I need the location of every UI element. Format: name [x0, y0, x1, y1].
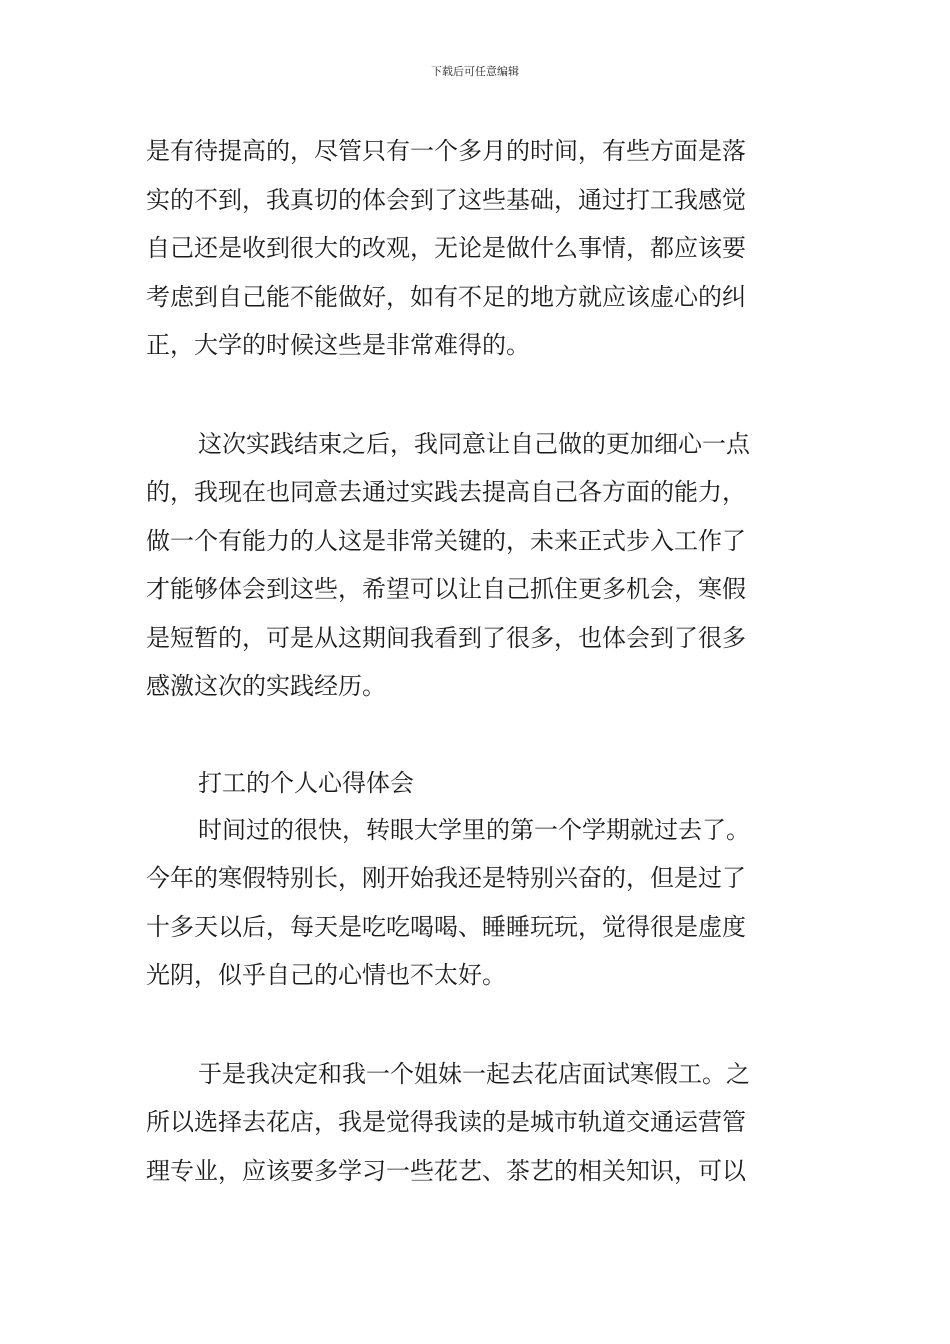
- text-line: 是有待提高的，尽管只有一个多月的时间，有些方面是落: [146, 137, 746, 165]
- page-header-note: 下载后可任意编辑: [431, 65, 519, 78]
- paragraph: [146, 127, 810, 370]
- text-line: 自己还是收到很大的改观，无论是做什么事情，都应该要: [146, 234, 746, 262]
- text-line: 光阴，似乎自己的心情也不太好。: [146, 961, 506, 989]
- text-line: 这次实践结束之后，我同意让自己做的更加细心一点: [198, 429, 750, 458]
- text-line: 理专业，应该要多学习一些花艺、茶艺的相关知识，可以: [146, 1156, 746, 1185]
- paragraph: [146, 420, 810, 711]
- text-line: 是短暂的，可是从这期间我看到了很多，也体会到了很多: [146, 623, 746, 652]
- document-body: [146, 127, 810, 1195]
- paragraph: [146, 806, 810, 1000]
- text-line: 时间过的很快，转眼大学里的第一个学期就过去了。: [198, 815, 750, 844]
- text-line: 所以选择去花店，我是觉得我读的是城市轨道交通运营管: [146, 1108, 746, 1136]
- text-line: 感激这次的实践经历。: [146, 672, 386, 700]
- text-line: 实的不到，我真切的体会到了这些基础，通过打工我感觉: [146, 185, 746, 214]
- text-line: 今年的寒假特别长，刚开始我还是特别兴奋的，但是过了: [146, 864, 746, 892]
- paragraph-gap: [146, 1000, 810, 1050]
- text-line: 做一个有能力的人这是非常关键的，未来正式步入工作了: [146, 526, 746, 555]
- text-line: 考虑到自己能不能做好，如有不足的地方就应该虚心的纠: [146, 282, 746, 311]
- text-line: 正，大学的时候这些是非常难得的。: [146, 331, 530, 359]
- text-line: 于是我决定和我一个姐妹一起去花店面试寒假工。之: [198, 1059, 750, 1088]
- section-title: 打工的个人心得体会: [198, 768, 414, 797]
- text-line: 才能够体会到这些，希望可以让自己抓住更多机会，寒假: [146, 575, 746, 603]
- paragraph-gap: [146, 711, 810, 761]
- paragraph: [146, 1050, 810, 1196]
- text-line: 十多天以后，每天是吃吃喝喝、睡睡玩玩，觉得很是虚度: [146, 912, 746, 941]
- paragraph-gap: [146, 370, 810, 420]
- text-line: 的，我现在也同意去通过实践去提高自己各方面的能力，: [146, 478, 746, 506]
